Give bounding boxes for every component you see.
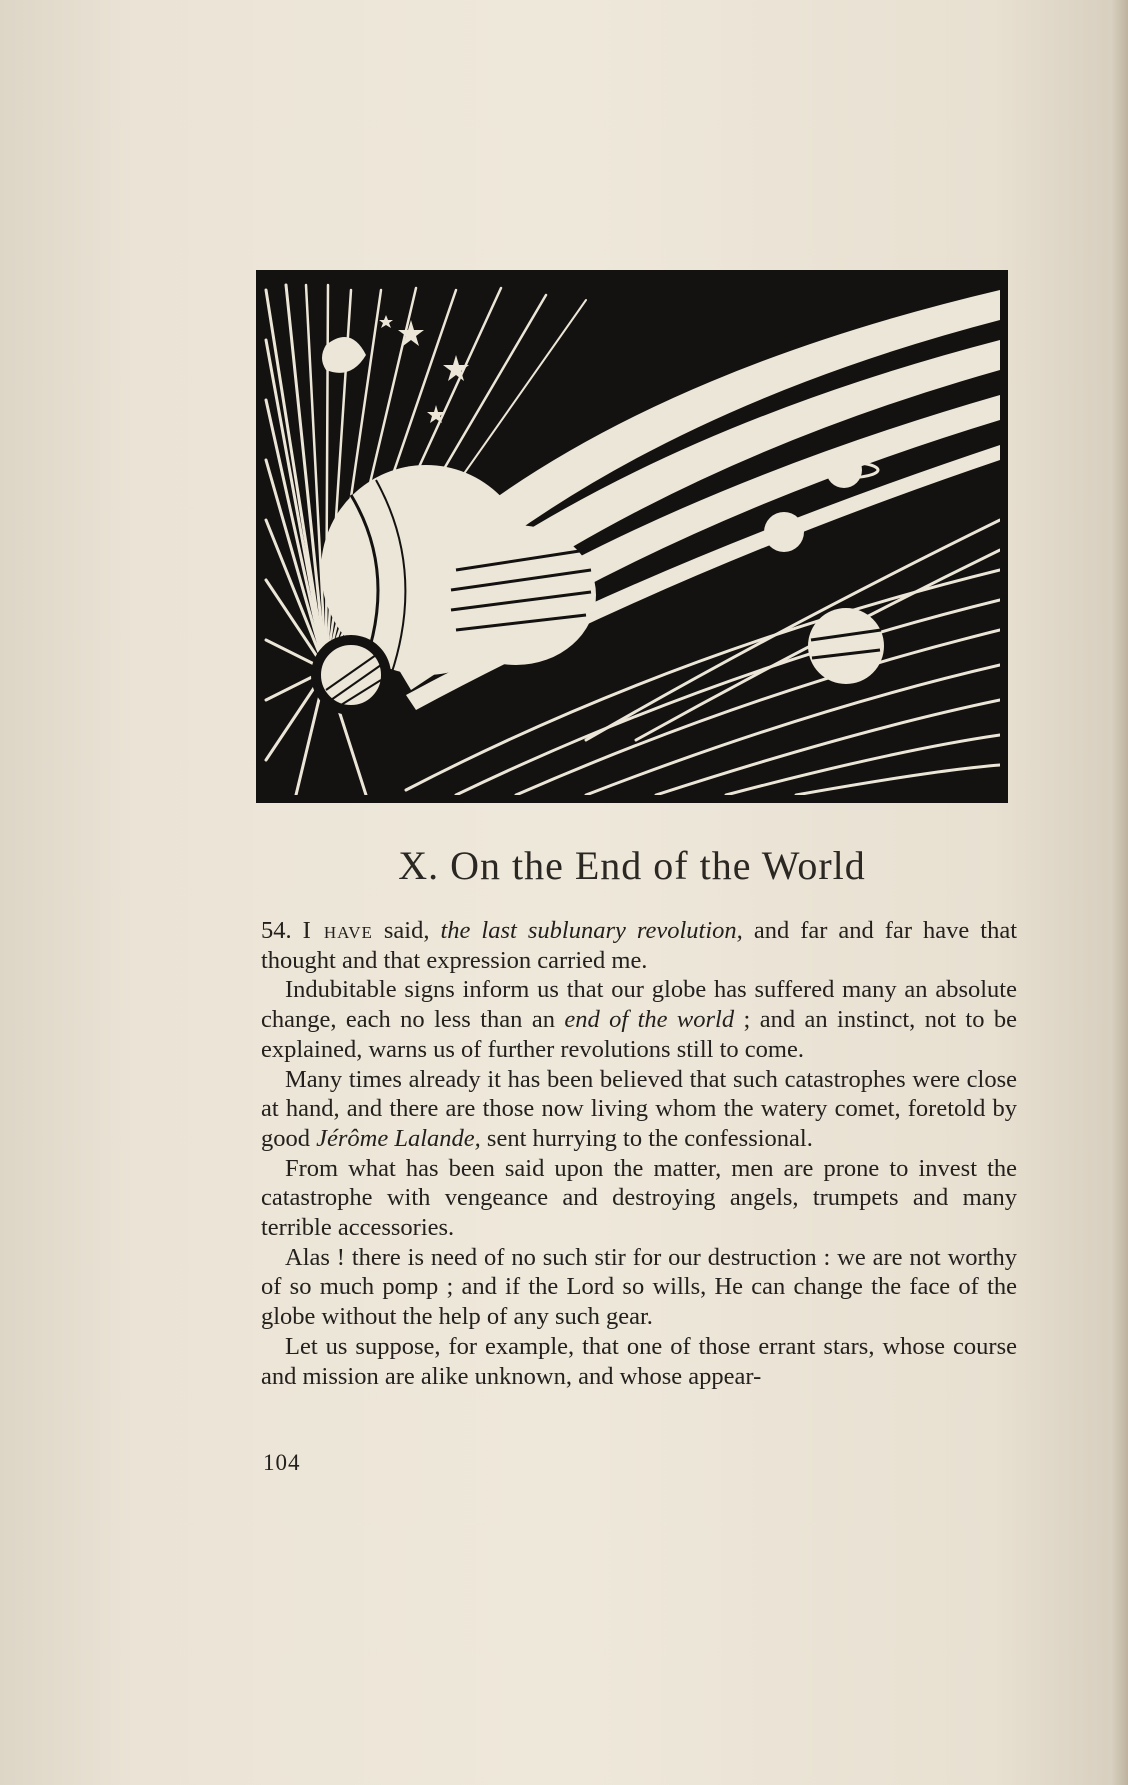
paragraph-54 bbox=[261, 916, 1017, 975]
lead-words: I have bbox=[302, 917, 373, 944]
paragraph bbox=[261, 975, 1017, 1064]
paragraph: From what has been said upon the matter, men are prone to invest the catastrophe with vengeance and destroying angels, trumpets and many terrible accessories. bbox=[261, 1154, 1017, 1242]
chapter-title: X. On the End of the World bbox=[398, 843, 866, 888]
text-run: and far and far have that thought and that expression carried me. bbox=[261, 917, 1018, 974]
italic-phrase: end of the world bbox=[564, 1006, 735, 1034]
italic-phrase: Jérôme Lalande, bbox=[316, 1124, 481, 1152]
section-number: 54. bbox=[261, 917, 292, 944]
celestial-woodcut-icon bbox=[256, 270, 1008, 803]
page-number: 104 bbox=[263, 1450, 301, 1475]
woodcut-illustration bbox=[256, 270, 1008, 803]
body-text bbox=[261, 916, 1017, 1391]
paragraph: Alas ! there is need of no such stir for our destruction : we are not worthy of so much pomp ; and if the Lord so wills, He can change the face of the globe without the help of any such gear. bbox=[261, 1243, 1017, 1331]
text-run: ; and an instinct, not to be explained, warns us of further revolutions still to come. bbox=[261, 1006, 1018, 1063]
paragraph: Let us suppose, for example, that one of those errant stars, whose course and mission are alike unknown, and whose appear- bbox=[261, 1332, 1017, 1390]
text-run: Many times already it has been believed that such catastrophes were close at hand, and there are those now living whom the watery comet, foretold by good bbox=[261, 1065, 1017, 1152]
text-run: sent hurrying to the confessional. bbox=[480, 1124, 813, 1152]
text-run: said, bbox=[372, 917, 441, 944]
italic-phrase: the last sublunary revolution, bbox=[440, 917, 743, 944]
paragraph bbox=[261, 1065, 1017, 1154]
text-run: Indubitable signs inform us that our globe has suffered many an absolute change, each no less than an bbox=[261, 976, 1017, 1034]
